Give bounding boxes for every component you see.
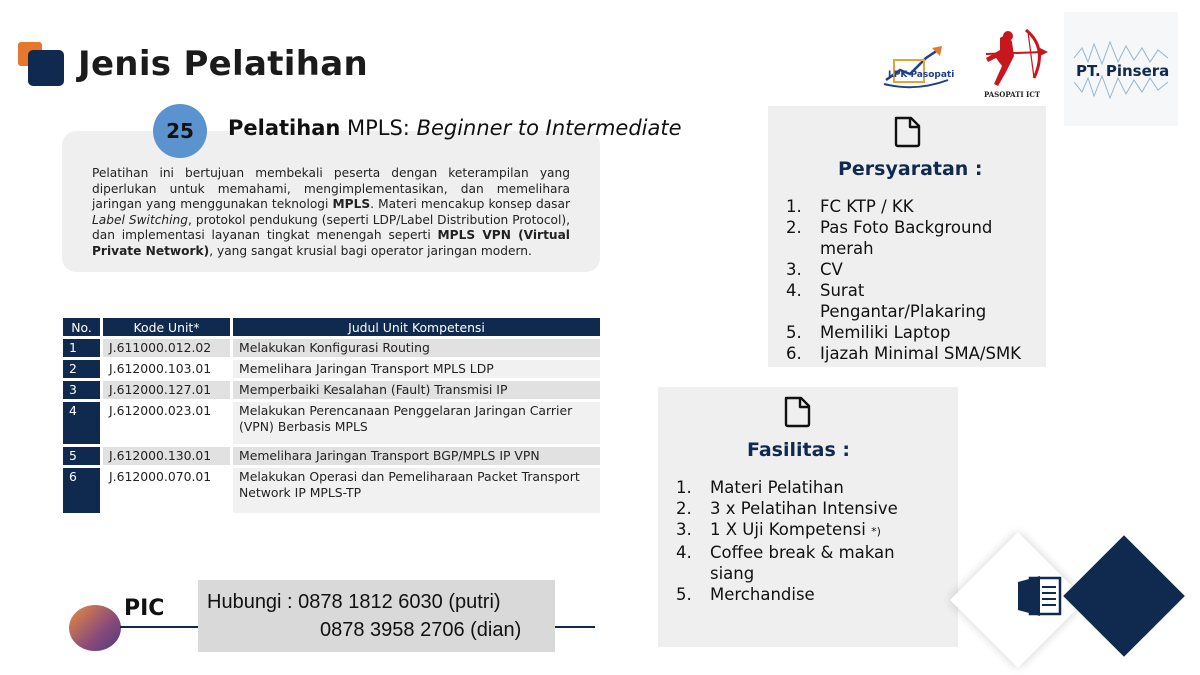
pic-contact-line-2[interactable]: 0878 3958 2706 (dian)	[320, 619, 522, 641]
requirements-list	[786, 196, 1036, 364]
row-no: 6	[63, 465, 103, 513]
row-title: Memelihara Jaringan Transport MPLS LDP	[233, 357, 600, 378]
training-heading-bold: Pelatihan	[228, 116, 341, 140]
row-no: 4	[63, 399, 103, 444]
list-item	[786, 217, 1036, 259]
training-heading-italic: Beginner to Intermediate	[416, 116, 682, 140]
item-text: Coffee break & makan siang	[710, 543, 895, 583]
item-number: 2.	[676, 499, 692, 518]
list-item	[676, 584, 946, 605]
item-text: FC KTP / KK	[820, 197, 914, 216]
item-text: Merchandise	[710, 585, 815, 604]
col-header-no: No.	[63, 318, 103, 336]
row-no: 1	[63, 336, 103, 357]
table-row	[63, 465, 600, 513]
requirements-title: Persyaratan :	[838, 158, 983, 180]
table-row	[63, 336, 600, 357]
desc-bold-mpls: MPLS	[332, 197, 371, 212]
item-number: 3.	[786, 260, 802, 279]
item-text-main: 1 X Uji Kompetensi	[710, 520, 872, 539]
list-item	[786, 196, 1036, 217]
row-no: 5	[63, 444, 103, 465]
document-icon	[892, 116, 922, 148]
item-number: 1.	[786, 197, 802, 216]
list-item	[676, 498, 946, 519]
row-code: J.612000.023.01	[103, 399, 233, 444]
row-title: Melakukan Konfigurasi Routing	[233, 336, 600, 357]
lpk-pasopati-logo	[880, 40, 955, 92]
item-number: 6.	[786, 344, 802, 363]
item-text	[710, 519, 881, 542]
lpk-logo-text: LPK Pasopati	[888, 70, 955, 80]
item-number: 4.	[676, 543, 692, 562]
row-code: J.611000.012.02	[103, 336, 233, 357]
row-title: Melakukan Operasi dan Pemeliharaan Packet Transport Network IP MPLS-TP	[233, 465, 600, 513]
item-number: 1.	[676, 478, 692, 497]
list-item	[676, 542, 946, 584]
training-number-badge: 25	[153, 104, 207, 158]
row-code: J.612000.070.01	[103, 465, 233, 513]
item-text: Pas Foto Background merah	[820, 218, 993, 258]
facilities-title: Fasilitas :	[747, 439, 850, 461]
row-code: J.612000.103.01	[103, 357, 233, 378]
list-item	[676, 519, 946, 542]
document-icon	[782, 396, 812, 428]
training-heading-plain: MPLS:	[340, 116, 417, 140]
list-item	[786, 322, 1036, 343]
item-text: 3 x Pelatihan Intensive	[710, 499, 898, 518]
item-number: 5.	[786, 323, 802, 342]
item-number: 2.	[786, 218, 802, 237]
desc-italic-label-switching: Label Switching	[92, 212, 188, 227]
row-no: 3	[63, 378, 103, 399]
facilities-list	[676, 477, 946, 605]
item-text: Surat Pengantar/Plakaring	[820, 281, 987, 321]
list-item	[676, 477, 946, 498]
competency-table	[63, 318, 600, 513]
item-text: Memiliki Laptop	[820, 323, 951, 342]
row-title: Melakukan Perencanaan Penggelaran Jaringan Carrier (VPN) Berbasis MPLS	[233, 399, 600, 444]
list-item	[786, 259, 1036, 280]
decor-diamond-navy	[1063, 535, 1185, 657]
desc-part: , protokol pendukung (seperti LDP/Label Distribution Protocol), dan implementasi layanan tingkat menengah seperti	[92, 212, 570, 243]
pinsera-logo-text: PT. Pinsera	[1076, 62, 1170, 80]
word-document-icon	[1016, 574, 1066, 618]
table-row	[63, 378, 600, 399]
list-item	[786, 343, 1036, 364]
desc-part: . Materi mencakup konsep dasar	[370, 197, 571, 212]
row-title: Memelihara Jaringan Transport BGP/MPLS IP VPN	[233, 444, 600, 465]
page-title: Jenis Pelatihan	[78, 44, 368, 84]
item-number: 3.	[676, 520, 692, 539]
item-number: 4.	[786, 281, 802, 300]
desc-part: , yang sangat krusial bagi operator jaringan modern.	[209, 243, 532, 258]
item-text: CV	[820, 260, 843, 279]
table-header-row	[63, 318, 600, 336]
ict-logo-text: PASOPATI ICT	[984, 90, 1041, 99]
row-no: 2	[63, 357, 103, 378]
desc-part: Pelatihan ini bertujuan membekali peserta dengan keterampilan yang diperlukan untuk memahami, mengimplementasikan, dan memelihara jaringan yang menggunakan teknologi	[92, 166, 570, 212]
table-row	[63, 399, 600, 444]
row-code: J.612000.130.01	[103, 444, 233, 465]
col-header-code: Kode Unit*	[103, 318, 233, 336]
desc-bold-mpls-vpn: MPLS VPN (Virtual Private Network)	[92, 228, 570, 258]
item-text: Materi Pelatihan	[710, 478, 844, 497]
pic-decor-circle	[69, 605, 121, 651]
pt-pinsera-logo	[1064, 12, 1178, 126]
table-row	[63, 444, 600, 465]
row-code: J.612000.127.01	[103, 378, 233, 399]
table-row	[63, 357, 600, 378]
training-description	[92, 166, 570, 260]
pic-contact-line-1[interactable]: Hubungi : 0878 1812 6030 (putri)	[207, 591, 501, 613]
training-heading	[228, 116, 682, 140]
item-footnote-mark: *)	[871, 525, 881, 538]
pasopati-ict-logo	[978, 26, 1052, 100]
item-number: 5.	[676, 585, 692, 604]
title-mark-icon	[18, 42, 66, 86]
item-text: Ijazah Minimal SMA/SMK	[820, 344, 1021, 363]
pic-label: PIC	[124, 596, 165, 621]
list-item	[786, 280, 1036, 322]
row-title: Memperbaiki Kesalahan (Fault) Transmisi IP	[233, 378, 600, 399]
col-header-title: Judul Unit Kompetensi	[233, 318, 600, 336]
